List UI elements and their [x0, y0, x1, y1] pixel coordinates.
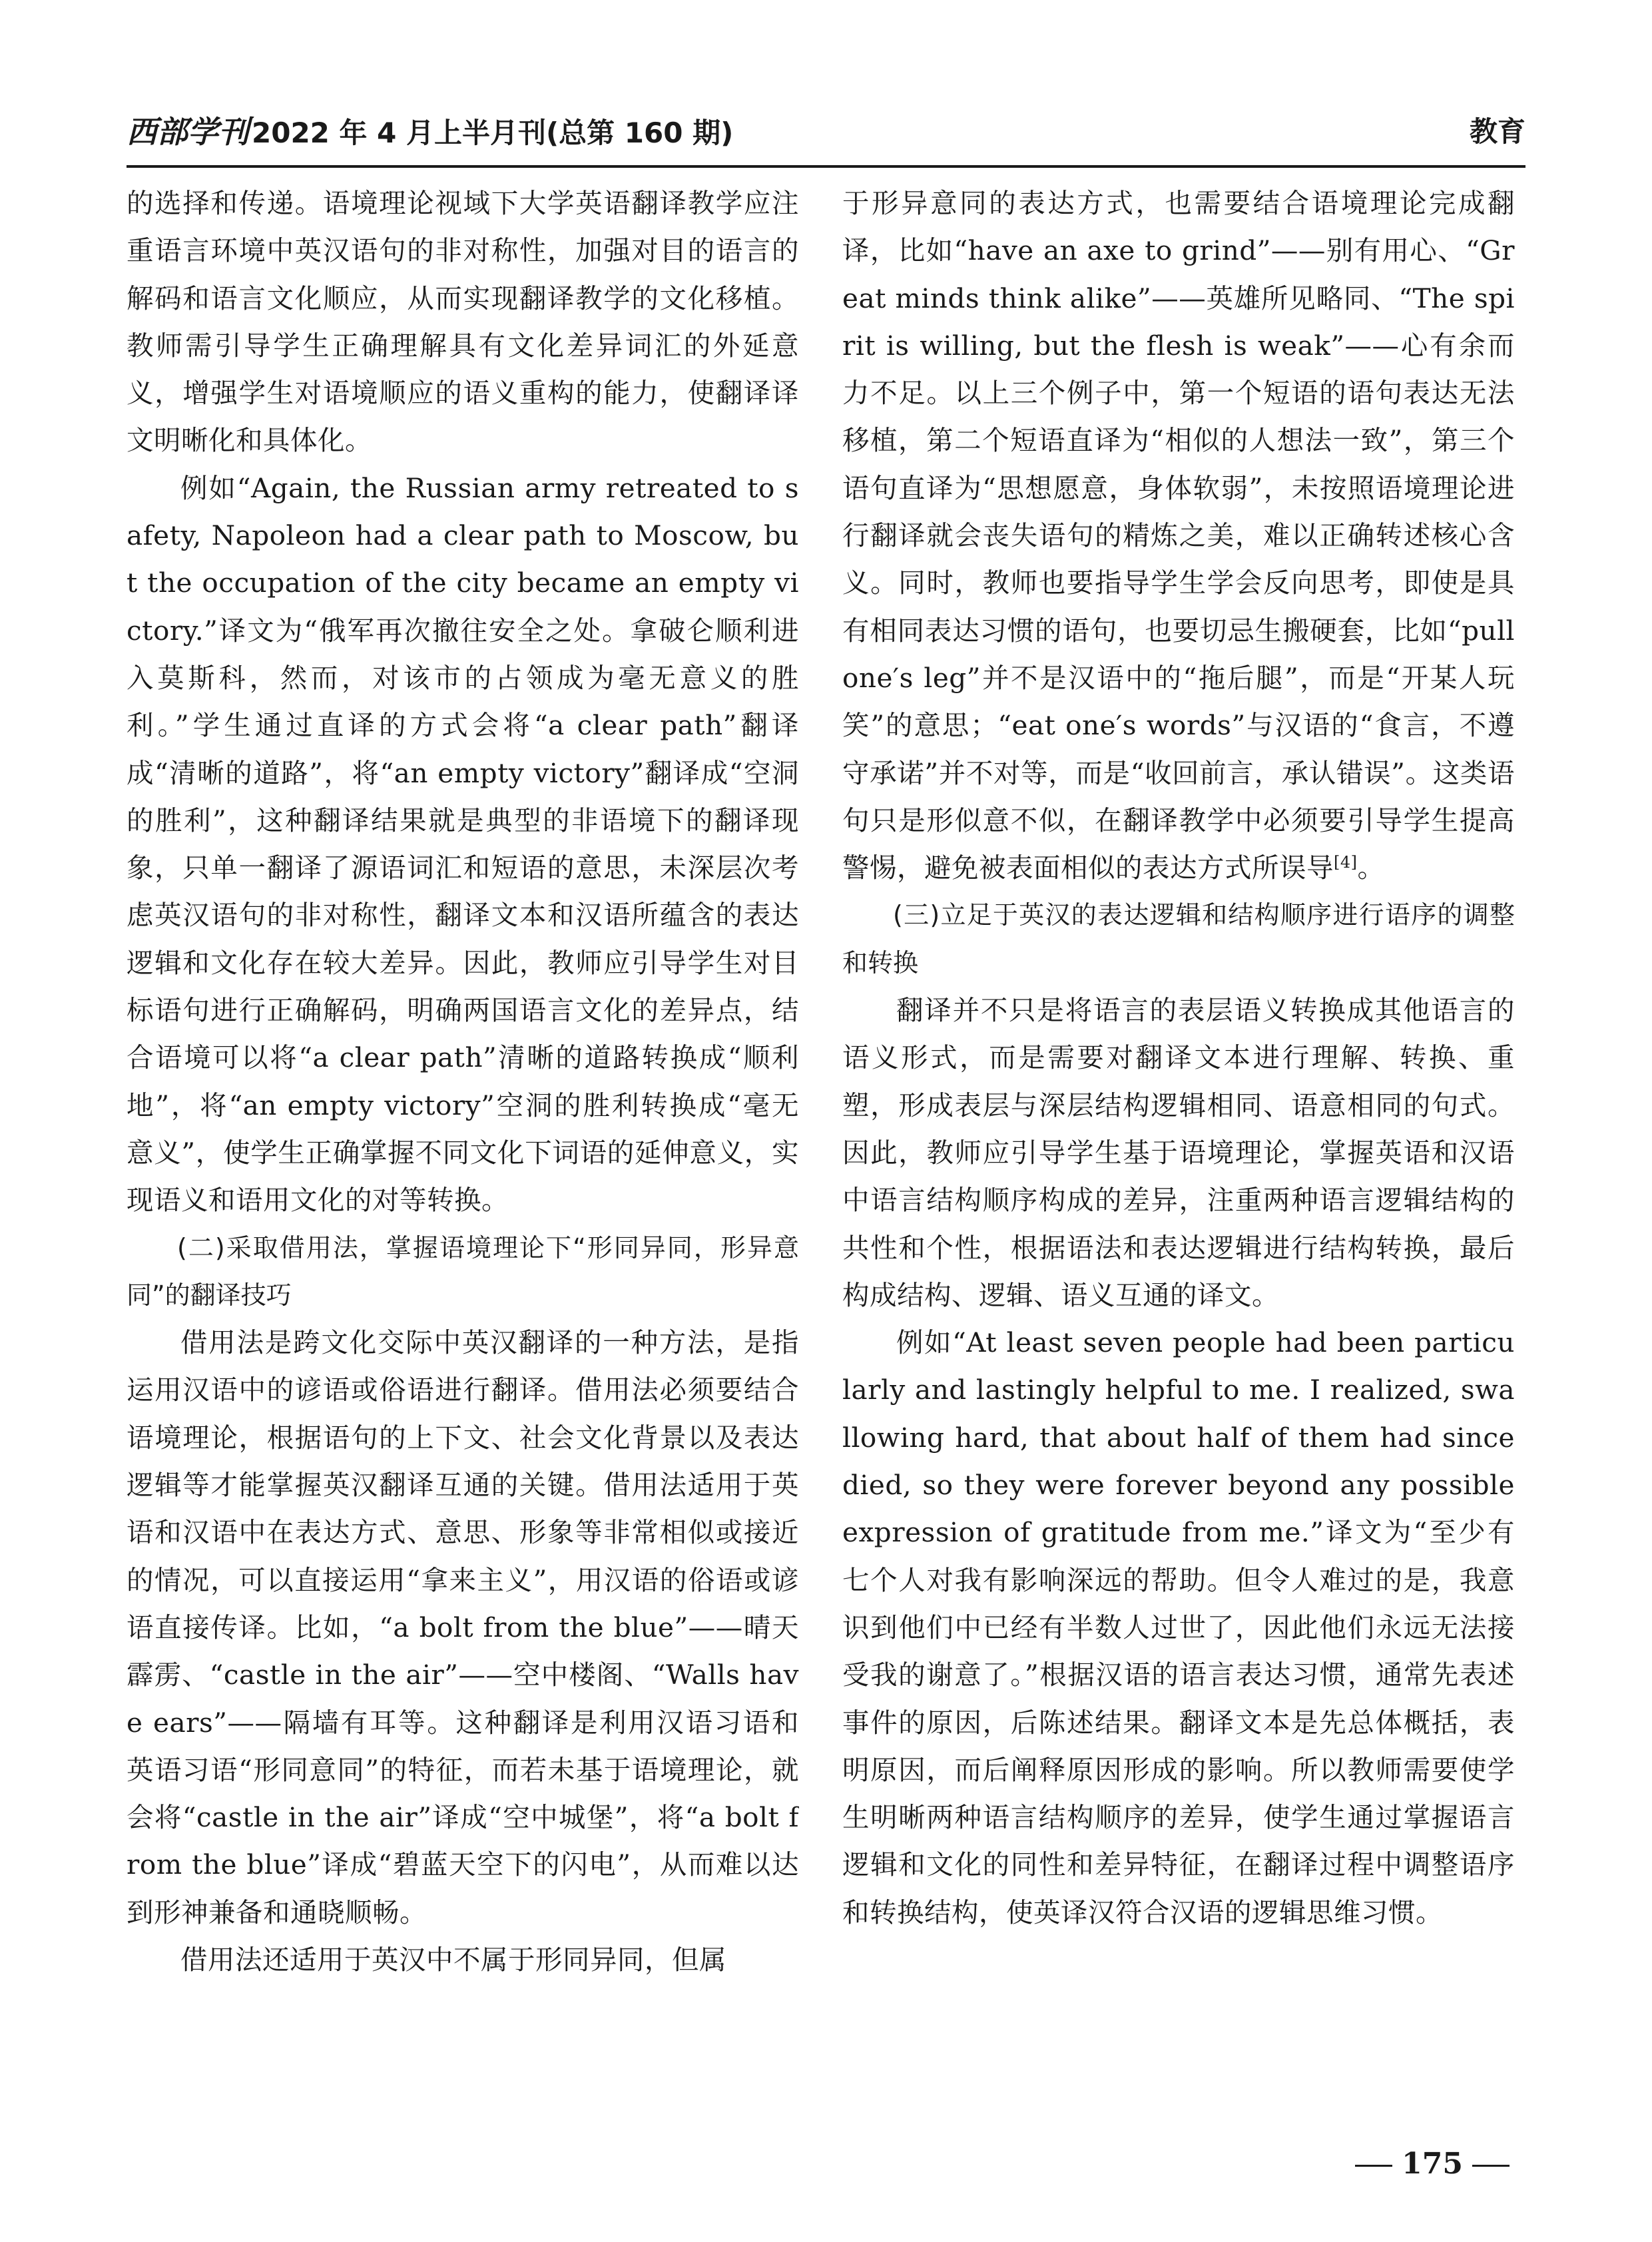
- paragraph: [842, 180, 1515, 892]
- paragraph: 例如“Again, the Russian army retreated to safety, Napoleon had a clear path to Moscow, but the occupation of the city became an empty victory.”译文为“俄军再次撤往安全之处。拿破仑顺利进入莫斯科，然而，对该市的占领成为毫无意义的胜利。”学生通过直译的方式会将“a clear path”翻译成“清晰的道路”，将“an empty victory”翻译成“空洞的胜利”，这种翻译结果就是典型的非语境下的翻译现象，只单一翻译了源语词汇和短语的意思，未深层次考虑英汉语句的非对称性，翻译文本和汉语所蕴含的表达逻辑和文化存在较大差异。因此，教师应引导学生对目标语句进行正确解码，明确两国语言文化的差异点，结合语境可以将“a clear path”清晰的道路转换成“顺利地”，将“an empty victory”空洞的胜利转换成“毫无意义”，使学生正确掌握不同文化下词语的延伸意义，实现语义和语用文化的对等转换。: [127, 471, 799, 1217]
- paragraph: 例如“At least seven people had been particularly and lastingly helpful to me. I realized, swallowing hard, that about half of them had since died, so they were forever beyond any possible expression of gratitude from me.”译文为“至少有七个人对我有影响深远的帮助。但令人难过的是，我意识到他们中已经有半数人过世了，因此他们永远无法接受我的谢意了。”根据汉语的语言表达习惯，通常先表述事件的原因，后陈述结果。翻译文本是先总体概括，表明原因，而后阐释原因形成的影响。所以教师需要使学生明晰两种语言结构顺序的差异，使学生通过掌握语言逻辑和文化的同性和差异特征，在翻译过程中调整语序和转换结构，使英译汉符合汉语的逻辑思维习惯。: [842, 1326, 1515, 1928]
- section-heading: (二)采取借用法，掌握语境理论下“形同异同，形异意同”的翻译技巧: [127, 1233, 799, 1310]
- paragraph: 借用法是跨文化交际中英汉翻译的一种方法，是指运用汉语中的谚语或俗语进行翻译。借用法必须要结合语境理论，根据语句的上下文、社会文化背景以及表达逻辑等才能掌握英汉翻译互通的关键。借用法适用于英语和汉语中在表达方式、意思、形象等非常相似或接近的情况，可以直接运用“拿来主义”，用汉语的俗语或谚语直接传译。比如，“a bolt from the blue”——晴天霹雳、“castle in the air”——空中楼阁、“Walls have ears”——隔墙有耳等。这种翻译是利用汉语习语和英语习语“形同意同”的特征，而若未基于语境理论，就会将“castle in the air”译成“空中城堡”，将“a bolt from the blue”译成“碧蓝天空下的闪电”，从而难以达到形神兼备和通晓顺畅。: [127, 1326, 799, 1928]
- paragraph: 翻译并不只是将语言的表层语义转换成其他语言的语义形式，而是需要对翻译文本进行理解、转换、重塑，形成表层与深层结构逻辑相同、语意相同的句式。因此，教师应引导学生基于语境理论，掌握英语和汉语中语言结构顺序构成的差异，注重两种语言逻辑结构的共性和个性，根据语法和表达逻辑进行结构转换，最后构成结构、逻辑、语义互通的译文。: [842, 994, 1515, 1311]
- paragraph-text: 于形异意同的表达方式，也需要结合语境理论完成翻译，比如“have an axe to grind”——别有用心、“Great minds think alike”——英雄所见略同、“The spirit is willing, but the flesh is weak”——心有余而力不足。以上三个例子中，第一个短语的语句表达无法移植，第二个短语直译为“相似的人想法一致”，第三个语句直译为“思想愿意，身体软弱”，未按照语境理论进行翻译就会丧失语句的精炼之美，难以正确转述核心含义。同时，教师也要指导学生学会反向思考，即使是具有相同表达习惯的语句，也要切忌生搬硬套，比如“pull one′s leg”并不是汉语中的“拖后腿”，而是“开某人玩笑”的意思；“eat one′s words”与汉语的“食言，不遵守承诺”并不对等，而是“收回前言，承认错误”。这类语句只是形似意不似，在翻译教学中必须要引导学生提高警惕，避免被表面相似的表达方式所误导: [842, 187, 1515, 884]
- dash-right: [1472, 2165, 1510, 2167]
- running-header: [127, 112, 1525, 158]
- right-column: [842, 180, 1515, 1936]
- left-column: [127, 180, 799, 1984]
- paragraph-end: 。: [1357, 852, 1385, 884]
- paragraph: 借用法还适用于英汉中不属于形同异同，但属: [180, 1943, 726, 1976]
- journal-title: [127, 112, 733, 153]
- header-divider: [127, 165, 1525, 168]
- dash-left: [1355, 2165, 1392, 2167]
- issue-info: 2022 年 4 月上半月刊(总第 160 期): [252, 117, 734, 149]
- page-number: [1346, 2144, 1519, 2184]
- section-label: 教育: [1469, 115, 1525, 148]
- page-number-value: 175: [1402, 2147, 1463, 2181]
- paragraph: 的选择和传递。语境理论视域下大学英语翻译教学应注重语言环境中英汉语句的非对称性，加强对目的语言的解码和语言文化顺应，从而实现翻译教学的文化移植。教师需引导学生正确理解具有文化差异词汇的外延意义，增强学生对语境顺应的语义重构的能力，使翻译译文明晰化和具体化。: [127, 187, 799, 457]
- journal-logo: 西部学刊: [127, 114, 249, 150]
- section-heading: (三)立足于英汉的表达逻辑和结构顺序进行语序的调整和转换: [842, 900, 1515, 978]
- citation-ref: [4]: [1334, 853, 1358, 872]
